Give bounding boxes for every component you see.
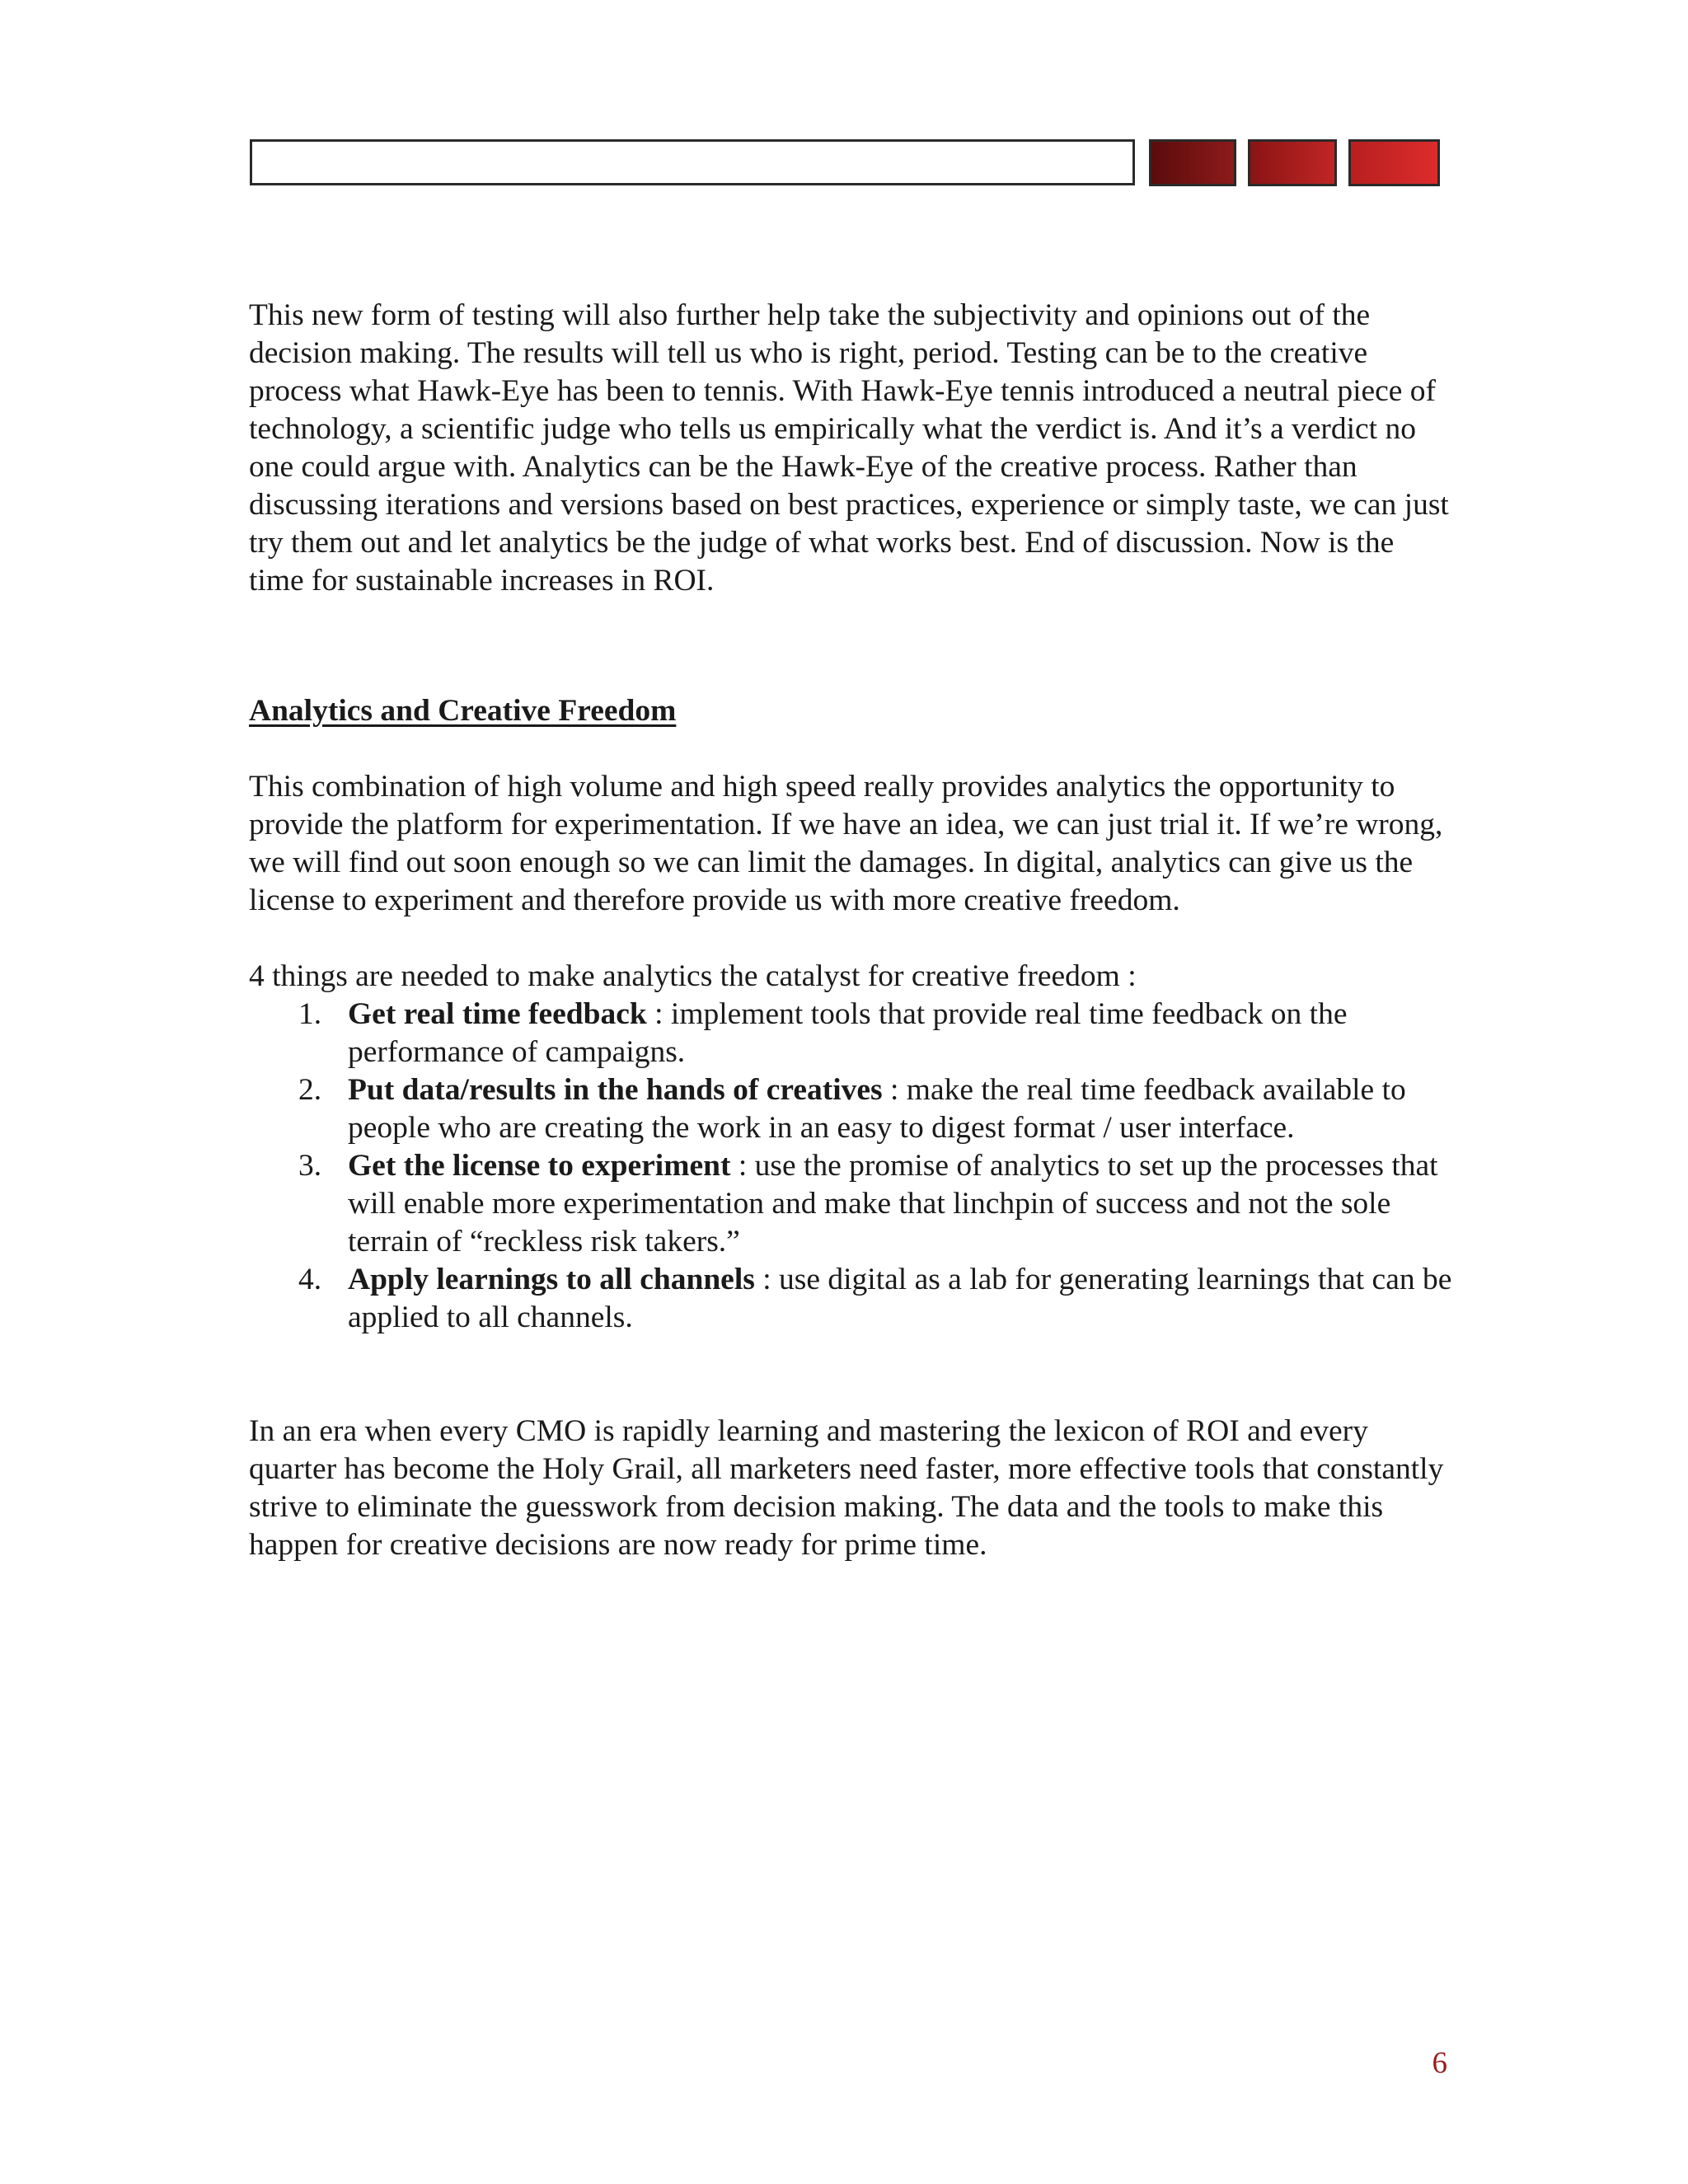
body-paragraph-3: In an era when every CMO is rapidly learning and mastering the lexicon of ROI and every quarter has become the Holy Grail, all marketers need faster, more effective tools that constantly strive to eliminate the guesswork from decision making. The data and the tools to make this happen for creative decisions are now ready for prime time. bbox=[249, 1414, 1444, 1562]
list-item-text: : use the promise of analytics to set up the processes that will enable more experimentation and make that linchpin of success and not the sole terrain of “reckless risk takers.” bbox=[348, 1149, 1438, 1258]
list-item bbox=[249, 1147, 1452, 1261]
header-accent-block-mid bbox=[1248, 139, 1337, 186]
header-accent-block-dark bbox=[1149, 139, 1236, 186]
numbered-list bbox=[249, 996, 1452, 1337]
list-intro: 4 things are needed to make analytics the catalyst for creative freedom : bbox=[249, 959, 1137, 993]
page-body bbox=[249, 297, 1452, 1564]
list-item bbox=[249, 1261, 1452, 1337]
list-item bbox=[249, 1071, 1452, 1147]
list-item-title: Get the license to experiment bbox=[348, 1149, 731, 1183]
list-item-text: : implement tools that provide real time feedback on the performance of campaigns. bbox=[348, 997, 1348, 1069]
list-item-title: Get real time feedback bbox=[348, 997, 647, 1031]
body-paragraph-1: This new form of testing will also further help take the subjectivity and opinions out of the decision making. The results will tell us who is right, period. Testing can be to the creative process what Hawk-Eye has been to tennis. With Hawk-Eye tennis introduced a neutral piece of technology, a scientific judge who tells us empirically what the verdict is. And it’s a verdict no one could argue with. Analytics can be the Hawk-Eye of the creative process. Rather than discussing iterations and versions based on best practices, experience or simply taste, we can just try them out and let analytics be the judge of what works best. End of discussion. Now is the time for sustainable increases in ROI. bbox=[249, 298, 1449, 598]
section-heading: Analytics and Creative Freedom bbox=[249, 694, 677, 728]
list-item-number: 2. bbox=[298, 1073, 322, 1107]
list-item-text: : make the real time feedback available to people who are creating the work in an easy to digest format / user interface. bbox=[348, 1073, 1406, 1145]
list-item-number: 4. bbox=[298, 1263, 322, 1296]
list-item-number: 3. bbox=[298, 1149, 322, 1183]
list-item-text: : use digital as a lab for generating learnings that can be applied to all channels. bbox=[348, 1263, 1452, 1334]
body-paragraph-2: This combination of high volume and high speed really provides analytics the opportunity to provide the platform for experimentation. If we have an idea, we can just trial it. If we’re wrong, we will find out soon enough so we can limit the damages. In digital, analytics can give us the license to experiment and therefore provide us with more creative freedom. bbox=[249, 770, 1443, 917]
list-item-title: Put data/results in the hands of creatives bbox=[348, 1073, 883, 1107]
header-accent-block-light bbox=[1348, 139, 1440, 186]
list-item-number: 1. bbox=[298, 997, 322, 1031]
list-item-title: Apply learnings to all channels bbox=[348, 1263, 755, 1296]
header-bar bbox=[250, 139, 1135, 185]
list-item bbox=[249, 996, 1452, 1071]
page-number: 6 bbox=[1432, 2046, 1447, 2080]
